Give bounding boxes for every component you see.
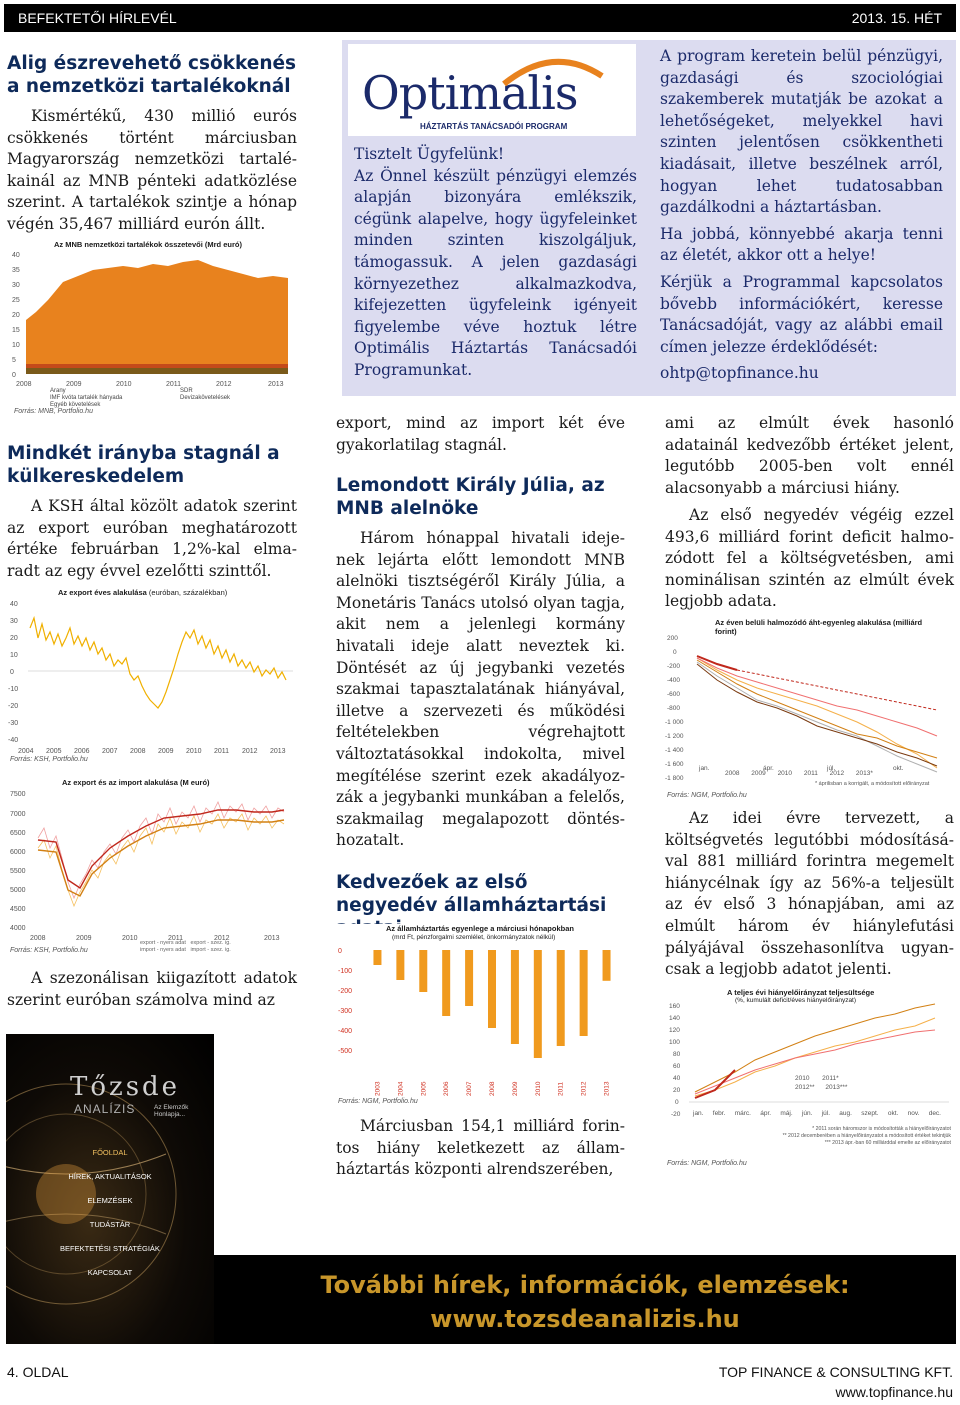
footer-banner-link[interactable]: www.tozsdeanalizis.hu [430,1305,740,1333]
reserves-area-forex [26,260,288,374]
legend-item: Devizakövetelések [180,395,231,401]
article-title-reserves: Alig észrevehető csökkenés a nemzetközi tartalékoknál [7,53,297,97]
svg-text:-1 400: -1 400 [665,747,684,754]
bar-2004 [396,950,404,980]
x-tick-label: 2006 [443,1081,451,1096]
company-name: TOP FINANCE & CONSULTING KFT. [718,1364,953,1380]
svg-text:30: 30 [10,618,18,625]
promo-greeting: Tisztelt Ügyfelünk! [354,145,505,163]
x-tick-label: 2012 [580,1081,588,1096]
menu-item-news[interactable]: HÍREK, AKTUALITÁSOK [68,1172,152,1181]
svg-text:20: 20 [12,312,20,319]
tozsde-tagline: Az Elemzők Honlapja... [154,1104,189,1118]
footer-banner[interactable] [214,1255,956,1344]
chart-source: Forrás: KSH, Portfolio.hu [10,947,88,954]
bar-2007 [465,950,473,1006]
svg-text:2004: 2004 [18,748,34,755]
svg-text:-30: -30 [8,720,19,727]
article-body-reserves: Kismértékű, 430 millió eurós csökkenés történt márciusban Magyarország nemzetközi tartalé-kainál az MNB pénteki adatközlése szerint. A tartalékok szintje a hónap végén 35,467 milliárd eurón állt. [7,107,297,233]
chart-export-yoy-plot [8,588,298,768]
svg-text:2008: 2008 [130,748,146,755]
svg-text:-600: -600 [667,691,681,698]
chart-budget-march-plot [336,924,625,1110]
svg-text:140: 140 [669,1015,680,1022]
svg-text:40: 40 [10,601,18,608]
svg-text:0: 0 [673,649,677,656]
svg-text:10: 10 [10,652,18,659]
chart-reserves [8,240,298,420]
svg-text:2009: 2009 [76,935,92,942]
bar-2009 [511,950,519,1044]
svg-text:0: 0 [675,1099,679,1106]
trade-cont-col2: export, mind az import két éve gyakorlatilag stagnál. [336,414,625,454]
issue-date: 2013. 15. HÉT [851,10,942,26]
svg-text:-800: -800 [667,705,681,712]
svg-text:100: 100 [669,1039,680,1046]
article-title-trade: Mindkét irányba stagnál a külkereskedelem [7,443,280,487]
svg-text:0: 0 [12,372,16,379]
svg-text:25: 25 [12,297,20,304]
chart6-notes: * 2011 során háromszor is módosították a hiányelőirányzatot ** 2012 decemberében a hiányelőirányzatot a módosított értéket tekintjük *** 2013 ápr.-ban 60 milliárddal emelte az előirányzatot [782,1126,951,1146]
bar-2010 [534,950,542,1058]
svg-text:jan.: jan. [699,765,710,772]
menu-item-contact[interactable]: KAPCSOLAT [87,1268,133,1277]
chart-source: Forrás: NGM, Portfolio.hu [667,1160,747,1167]
chart-deficit-completion [665,986,954,1172]
logo-text: Optimális [362,66,578,120]
svg-text:2010: 2010 [116,381,132,388]
chart-budget-march [336,924,625,1110]
svg-text:-1 800: -1 800 [665,775,684,782]
svg-text:2007: 2007 [102,748,118,755]
chart-export-import [8,778,298,958]
chart-cumulative-balance [665,618,954,804]
page-number: 4. OLDAL [7,1364,69,1380]
budget-cont-p2: Az első negyedév végéig ezzel 493,6 milliárd forint deficit halmo-zódott fel a költségvetésben, ami nominálisan szintén az elmúlt évek legjobb adata. [665,506,954,611]
x-tick-label: 2011 [557,1082,565,1096]
svg-text:4000: 4000 [10,925,26,932]
svg-text:2010: 2010 [186,748,202,755]
article-body-trade: A KSH által közölt adatok szerint az export euróban meghatározott értéke februárban 1,2%-kal elma-radt az egy évvel ezelőtti szinttől. [7,497,297,580]
chart-source: Forrás: MNB, Portfolio.hu [14,408,93,415]
svg-text:2006: 2006 [74,748,90,755]
svg-text:2011: 2011 [166,381,182,388]
svg-text:ápr.: ápr. [763,765,774,772]
svg-text:6500: 6500 [10,830,26,837]
bar-2003 [373,950,381,965]
y-tick-label: -500 [338,1048,353,1055]
svg-text:2012: 2012 [214,935,230,942]
svg-text:5: 5 [12,357,16,364]
svg-text:okt.: okt. [893,765,904,772]
tozsde-brand-2: ANALÍZIS [74,1102,136,1116]
article-body-kiraly: Három hónappal hivatali ideje-nek lejárta előtt lemondott MNB alelnöki tisztségéről Király Júlia, a Monetáris Tanács utolsó olyan tagja, akit nem a jelenlegi kormány hivatali ideje alatt neveztek ki. Döntését az új jegybanki vezetés szakmai tapasztalatának hiányával, illetve a szervezeti és működési feltételekben végrehajtott változtatásokkal indokolta, mivel megítélése szerint ezek akadályoz-zák a jegybanki munkában a felelős, szakmailag megalapozott döntés-hozatalt. [336,529,625,850]
balance-2010 [697,664,937,766]
svg-text:-1 600: -1 600 [665,761,684,768]
svg-text:2012: 2012 [216,381,232,388]
svg-text:2005: 2005 [46,748,62,755]
svg-text:2013: 2013 [264,935,280,942]
x-tick-label: 2003 [374,1081,382,1096]
svg-text:15: 15 [12,327,20,334]
reserves-area-other [26,368,288,374]
chart-deficit-completion-title: A teljes évi hiányelőirányzat teljesültsége [727,988,875,997]
promo-text-1: A program keretein belül pénzügyi, gazdasági és szociológiai szakemberek mutatják be azokat a lehetőségeket, melyekkel havi szinten jelentősen csökkentheti kiadásait, illetve beszélnek arról, hogyan lehet tudatosabban gazdálkodni a háztartásban. [660,47,943,217]
svg-text:7500: 7500 [10,791,26,798]
svg-text:-1 000: -1 000 [665,719,684,726]
import-raw-line [38,814,284,906]
svg-text:2013: 2013 [268,381,284,388]
x-tick-label: 2009 [511,1081,519,1096]
chart-deficit-completion-subtitle: (%, kumulált deficit/éves hiányelőirányzat) [735,997,857,1004]
svg-text:-10: -10 [8,686,19,693]
reserves-area-sdr [26,364,288,368]
legend-item: import - nyers adat [140,947,186,953]
y-tick-label: 0 [338,948,342,955]
export-raw-line [38,802,284,898]
svg-text:6000: 6000 [10,849,26,856]
bar-2012 [580,950,588,1036]
menu-item-analyses[interactable]: ELEMZÉSEK [87,1196,133,1205]
x-tick-label: 2005 [420,1081,428,1096]
chart-source: Forrás: NGM, Portfolio.hu [667,792,747,799]
svg-text:2011: 2011 [214,748,230,755]
footer-banner-text: További hírek, információk, elemzések: [320,1271,850,1299]
svg-text:2008: 2008 [30,935,46,942]
tozsde-brand: Tőzsde [70,1072,181,1102]
svg-text:20: 20 [10,635,18,642]
svg-text:40: 40 [673,1075,681,1082]
svg-text:2008: 2008 [16,381,32,388]
svg-text:10: 10 [12,342,20,349]
optimalis-logo [348,44,636,136]
chart-cumulative-balance-title: Az éven belüli halmozódó áht-egyenleg alakulása (milliárd forint) [715,618,923,636]
roof-icon [498,48,608,88]
legend-item: export - szez. ig. [190,940,231,946]
y-tick-label: -400 [338,1028,353,1035]
budget-cont-p1: ami az elmúlt évek hasonló adatainál kedvezőbb értéket jelent, legutóbb 2005-ben volt ennél alacsonyabb a márciusi hiány. [665,414,954,497]
promo-box [342,40,956,396]
svg-text:120: 120 [669,1027,680,1034]
svg-text:2012: 2012 [242,748,258,755]
chart-source: Forrás: NGM, Portfolio.hu [338,1098,418,1105]
promo-text-3: Kérjük a Programmal kapcsolatos bővebb információkért, keresse Tanácsadóját, vagy az alábbi email címen jelezze érdeklődését: [660,272,943,356]
logo-subtitle: HÁZTARTÁS TANÁCSADÓI PROGRAM [420,122,568,131]
svg-text:2013: 2013 [270,748,286,755]
svg-text:7000: 7000 [10,811,26,818]
svg-text:4500: 4500 [10,906,26,913]
svg-text:35: 35 [12,267,20,274]
bar-2005 [419,950,427,992]
article-title-kiraly: Lemondott Király Júlia, az MNB alelnöke [336,475,605,519]
svg-text:2011: 2011 [168,935,184,942]
y-ticks [665,635,684,782]
tozsdeanalizis-ad[interactable] [6,1034,214,1344]
legend-item: IMF kvóta tartalék hányada [50,395,123,401]
legend-item: Egyéb követelések [50,402,101,408]
legend-item: import - szez. ig. [190,947,231,953]
x-tick-label: 2008 [489,1081,496,1096]
svg-text:-20: -20 [8,703,19,710]
svg-text:2009: 2009 [158,748,174,755]
svg-text:30: 30 [12,282,20,289]
svg-text:80: 80 [673,1051,681,1058]
budget-cont-p3: Az idei évre tervezett, a költségvetés legutóbbi módosításá-val 881 milliárd forintra megemelt hiánycélnak így az 56%-a teljesült az év első 3 hónapjában, ami az elmúlt három év hiánylefutási pályájával összehasonlítva ugyan-csak a legjobb adatot jelenti. [665,809,954,979]
bar-2006 [442,950,450,1016]
svg-text:160: 160 [669,1003,680,1010]
svg-text:200: 200 [667,635,678,642]
chart-budget-march-title: Az államháztartás egyenlege a márciusi hónapokban [386,924,574,933]
svg-text:5000: 5000 [10,887,26,894]
bar-2008 [488,950,496,1028]
legend-item: export - nyers adat [140,940,186,946]
chart-budget-march-subtitle: (mrd Ft, pénzforgalmi szemlélet, önkormányzatok nélkül) [392,934,556,941]
menu-item-strategies[interactable]: BEFEKTETÉSI STRATÉGIÁK [60,1244,160,1253]
x-tick-label: 2013 [603,1081,611,1096]
svg-text:-400: -400 [667,677,681,684]
company-url[interactable]: www.topfinance.hu [835,1384,953,1400]
svg-text:-1 200: -1 200 [665,733,684,740]
chart5-legend: 2008 2009 2010 2011 2012 2013* [725,770,873,777]
legend-item: SDR [180,388,193,394]
article-body-budget: Márciusban 154,1 milliárd forin-tos hiány keletkezett az állam-háztartás központi alrendszerében, [336,1117,625,1179]
menu-item-home[interactable]: FŐOLDAL [92,1148,128,1157]
chart-source: Forrás: KSH, Portfolio.hu [10,756,88,763]
x-tick-label: 2007 [466,1081,474,1096]
bar-2013 [603,950,611,981]
svg-text:40: 40 [12,252,20,259]
y-tick-label: -200 [338,988,353,995]
legend-item: Arany [50,388,66,394]
header-bar [4,4,956,32]
svg-text:-20: -20 [671,1111,681,1118]
promo-text-2: Ha jobbá, könnyebbé akarja tenni az életét, akkor ott a helye! [660,224,943,265]
svg-text:60: 60 [673,1063,681,1070]
balance-2013-target [737,670,937,710]
chart-export-yoy-title: Az export éves alakulása (euróban, százalékban) [58,588,228,597]
chart6-months: jan. febr. márc. ápr. máj. jún. júl. aug. szept. okt. nov. dec. [693,1110,941,1117]
svg-text:5500: 5500 [10,868,26,875]
chart6-legend: 2010 2011* 2012** 2013*** [795,1075,848,1091]
svg-text:2009: 2009 [66,381,82,388]
svg-text:-200: -200 [667,663,681,670]
svg-text:0: 0 [10,669,14,676]
chart-reserves-title: Az MNB nemzetközi tartalékok összetevői (Mrd euró) [54,240,242,249]
chart-export-yoy [8,588,298,768]
y-tick-label: -100 [338,968,353,975]
svg-text:júl.: júl. [827,765,836,772]
x-tick-label: 2004 [397,1081,405,1096]
article-title-budget: Kedvezőek az első negyedév államháztartási [336,872,607,916]
promo-body: Az Önnel készült pénzügyi elemzés alapján bizonyára emlékszik, cégünk alapelve, hogy ügyfeleinket minden szinten kiszolgáljuk, támogassuk. A jelen gazdasági környezethez alkalmazkodva, kifejezetten ügyfeleink igényeit figyelembe véve hoztuk létre Optimális Háztartás Tanácsadói Programunkat. [354,166,637,379]
svg-text:20: 20 [673,1087,681,1094]
y-tick-label: -300 [338,1008,353,1015]
svg-text:-40: -40 [8,737,19,744]
newsletter-title: BEFEKTETŐI HÍRLEVÉL [18,10,177,26]
chart-export-import-title: Az export és az import alakulása (M euró) [62,778,210,787]
promo-email-link[interactable]: ohtp@topfinance.hu [660,364,819,383]
article-body-trade-cont: A szezonálisan kiigazított adatok szerint euróban számolva mind az [7,969,297,1009]
chart-export-import-plot [8,778,298,958]
x-tick-label: 2010 [534,1081,542,1096]
bar-2011 [557,950,565,1046]
menu-item-knowledge[interactable]: TUDÁSTÁR [89,1220,131,1229]
svg-text:2010: 2010 [122,935,138,942]
export-yoy-line [30,618,286,708]
chart5-note: * áprilisban a korrigált, a módosított előirányzat [815,781,930,787]
